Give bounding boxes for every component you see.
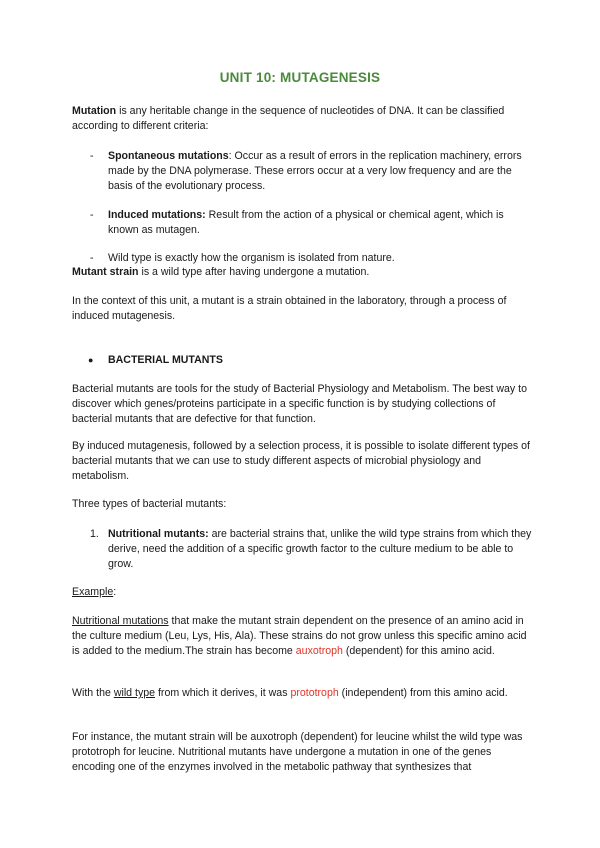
mutation-definition	[72, 104, 532, 134]
mutant-strain-text: is a wild type after having undergone a mutation.	[138, 266, 370, 278]
mutant-strain-definition	[72, 265, 532, 280]
paragraph-three-types: Three types of bacterial mutants:	[72, 498, 227, 510]
mutation-text: is any heritable change in the sequence of nucleotides of DNA. It can be classified according to different criteria:	[72, 105, 505, 132]
bullet-marker: -	[90, 252, 94, 264]
example-label-text: Example	[72, 586, 114, 598]
nutritional-text-2: (dependent) for this amino acid.	[342, 645, 495, 657]
paragraph-wild-type	[72, 686, 532, 701]
bullet-wild-type: Wild type is exactly how the organism is isolated from nature.	[108, 252, 395, 264]
section-bullet: ●	[88, 355, 94, 365]
page-title: UNIT 10: MUTAGENESIS	[219, 70, 381, 85]
wild-pre: With the	[72, 687, 114, 699]
nutritional-mutations-link: Nutritional mutations	[72, 615, 169, 627]
paragraph-nutritional-mutations	[72, 614, 532, 659]
numbered-marker: 1.	[90, 528, 99, 540]
wild-type-link: wild type	[113, 687, 156, 699]
induced-text: Result from the action of a physical or chemical agent, which is known as mutagen.	[108, 209, 504, 236]
context-paragraph: In the context of this unit, a mutant is a strain obtained in the laboratory, through a process of induced mutagenesis.	[72, 295, 507, 322]
nutritional-mutants-text: are bacterial strains that, unlike the wild type strains from which they derive, need the addition of a specific growth factor to the culture medium to be able to grow.	[108, 528, 532, 570]
section-heading-text: BACTERIAL MUTANTS	[108, 354, 223, 366]
bullet-induced	[108, 208, 532, 238]
example-label	[72, 585, 532, 600]
wild-post: (independent) from this amino acid.	[338, 687, 508, 699]
nutritional-mutants-term: Nutritional mutants:	[108, 528, 209, 540]
mutant-strain-term: Mutant strain	[72, 266, 139, 278]
nutritional-text-1: that make the mutant strain dependent on the presence of an amino acid in the culture medium (Leu, Lys, His, Ala). These strains do not grow unless this specific amino acid is added to the medium.The strain has become	[72, 615, 527, 657]
numbered-item-nutritional	[108, 527, 532, 572]
induced-term: Induced mutations:	[108, 209, 206, 221]
wild-mid: from which it derives, it was	[155, 687, 291, 699]
spontaneous-term: Spontaneous mutations	[108, 150, 229, 162]
bullet-spontaneous	[108, 149, 532, 194]
spontaneous-text: Occur as a result of errors in the replication machinery, errors made by the DNA polymerase. These errors occur at a very low frequency and are the basis of the evolutionary process.	[108, 150, 522, 192]
example-colon: :	[113, 586, 117, 598]
prototroph-term: prototroph	[290, 687, 339, 699]
paragraph-induced-mutagenesis: By induced mutagenesis, followed by a selection process, it is possible to isolate different types of bacterial mutants that we can use to study different aspects of microbial physiology and metabolism.	[72, 440, 530, 482]
bullet-marker: -	[90, 150, 94, 162]
mutation-term: Mutation	[72, 105, 117, 117]
spontaneous-sep: :	[228, 150, 235, 162]
bullet-marker: -	[90, 209, 94, 221]
section-heading	[108, 353, 532, 368]
auxotroph-term: auxotroph	[295, 645, 343, 657]
paragraph-tools: Bacterial mutants are tools for the study of Bacterial Physiology and Metabolism. The best way to discover which genes/proteins participate in a specific function is by studying collections of bacterial mutants that are defective for that function.	[72, 383, 527, 425]
paragraph-leucine-example: For instance, the mutant strain will be auxotroph (dependent) for leucine whilst the wild type was prototroph for leucine. Nutritional mutants have undergone a mutation in one of the genes encoding one of the enzymes involved in the metabolic pathway that synthesizes that	[72, 731, 523, 773]
